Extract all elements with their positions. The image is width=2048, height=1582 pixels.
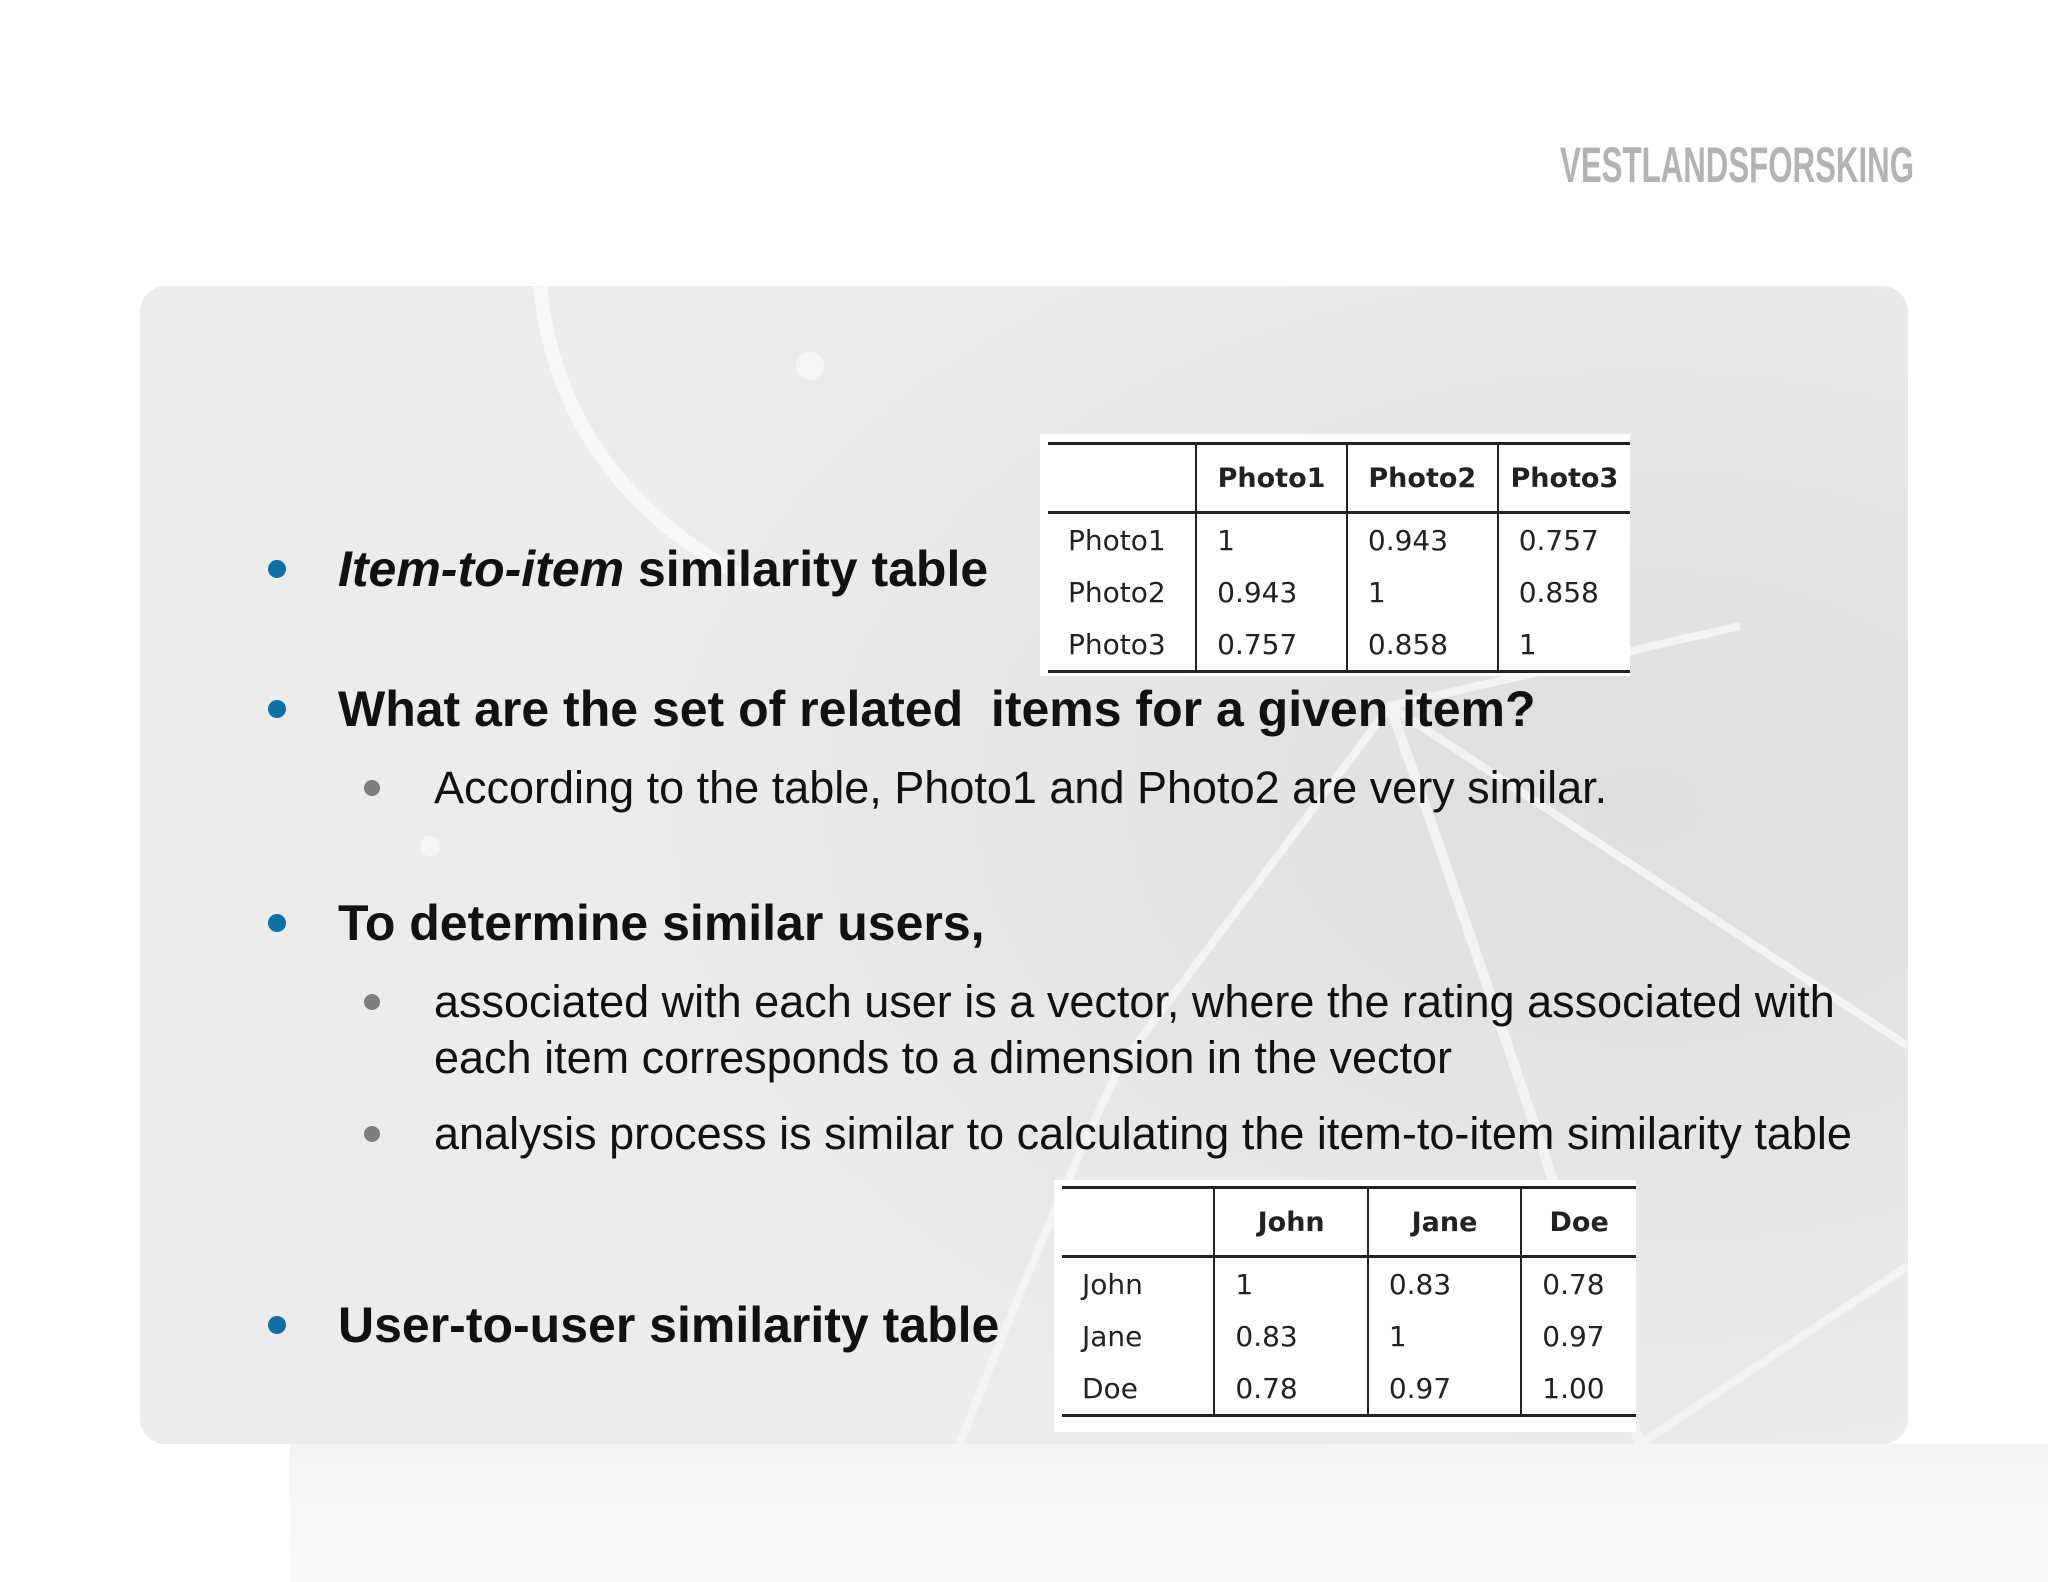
- table-cell: 0.83: [1214, 1310, 1367, 1362]
- sub-bullet-dot: [364, 994, 380, 1010]
- row-label: Photo3: [1048, 618, 1196, 672]
- row-label: Doe: [1062, 1362, 1214, 1416]
- table-cell: 1: [1214, 1257, 1367, 1311]
- vestlandsforsking-logo: [1560, 132, 1916, 192]
- bottom-fade: [290, 1444, 2048, 1582]
- row-label: Photo1: [1068, 523, 1166, 557]
- logo-text: VESTLANDSFORSKING: [1560, 137, 1914, 192]
- bullet-similar-users: [268, 894, 985, 952]
- table-row: [1062, 1362, 1636, 1416]
- table-header-cell: [1048, 444, 1196, 513]
- table-cell: 0.83: [1368, 1257, 1521, 1311]
- table-row: [1062, 1310, 1636, 1362]
- bullet-similar-users-label: To determine similar users,: [338, 895, 985, 951]
- bullet-user-table-label: User-to-user similarity table: [338, 1297, 1000, 1353]
- table-cell: 1: [1368, 1310, 1521, 1362]
- table-cell: 1: [1196, 513, 1347, 567]
- table-row: [1048, 513, 1630, 567]
- table-cell: 0.78: [1521, 1257, 1636, 1311]
- italic-term: Item-to-item: [338, 541, 625, 597]
- table-row: [1048, 618, 1630, 672]
- table-cell: 0.78: [1214, 1362, 1367, 1416]
- bullet-dot: [268, 560, 286, 578]
- table-cell: 0.858: [1498, 566, 1630, 618]
- table-header-cell: John: [1214, 1188, 1367, 1257]
- bullet-related-items-label: What are the set of related items for a given item?: [338, 681, 1536, 737]
- row-label: Jane: [1082, 1319, 1143, 1353]
- table-header-cell: Doe: [1521, 1188, 1636, 1257]
- table-cell: 0.943: [1347, 513, 1498, 567]
- table-cell: 1: [1498, 618, 1630, 672]
- table-cell: 0.97: [1368, 1362, 1521, 1416]
- table-header-row: [1062, 1188, 1636, 1257]
- label-rest: similarity table: [624, 541, 989, 597]
- table-cell: 0.943: [1196, 566, 1347, 618]
- sub-bullet-photo-similarity: [364, 760, 1854, 816]
- table-cell: 1.00: [1521, 1362, 1636, 1416]
- sub-bullet-dot: [364, 1126, 380, 1142]
- sub-bullet-vector: [364, 974, 1854, 1086]
- sub-bullet-text: According to the table, Photo1 and Photo2 are very similar.: [434, 762, 1608, 813]
- bullet-dot: [268, 700, 286, 718]
- bullet-item-to-item: [268, 540, 988, 598]
- sub-bullet-text: analysis process is similar to calculating the item-to-item similarity table: [434, 1108, 1852, 1159]
- table-header-cell: Photo1: [1196, 444, 1347, 513]
- sub-bullet-dot: [364, 780, 380, 796]
- sub-bullet-analysis: [364, 1106, 1854, 1162]
- table-header-cell: Photo3: [1498, 444, 1630, 513]
- table-header-cell: [1062, 1188, 1214, 1257]
- table-cell: 1: [1347, 566, 1498, 618]
- bullet-related-items: [268, 680, 1536, 738]
- table-row: [1062, 1257, 1636, 1311]
- table-row: [1048, 566, 1630, 618]
- row-label: John: [1082, 1267, 1143, 1301]
- table-header-row: [1048, 444, 1630, 513]
- bullet-dot: [268, 1316, 286, 1334]
- table-cell: 0.858: [1347, 618, 1498, 672]
- bullet-dot: [268, 914, 286, 932]
- bullet-user-to-user: [268, 1296, 999, 1354]
- table-header-cell: Photo2: [1347, 444, 1498, 513]
- item-similarity-table: [1048, 442, 1630, 673]
- user-similarity-table: [1062, 1186, 1636, 1417]
- bullet-item-table-label: [338, 540, 988, 598]
- table-cell: 0.757: [1196, 618, 1347, 672]
- background-photo: [140, 286, 1908, 1444]
- table-cell: 0.757: [1498, 513, 1630, 567]
- table-cell: 0.97: [1521, 1310, 1636, 1362]
- table-header-cell: Jane: [1368, 1188, 1521, 1257]
- row-label: Photo2: [1068, 575, 1166, 609]
- sub-bullet-text: associated with each user is a vector, where the rating associated with each item corresponds to a dimension in the vector: [434, 976, 1835, 1083]
